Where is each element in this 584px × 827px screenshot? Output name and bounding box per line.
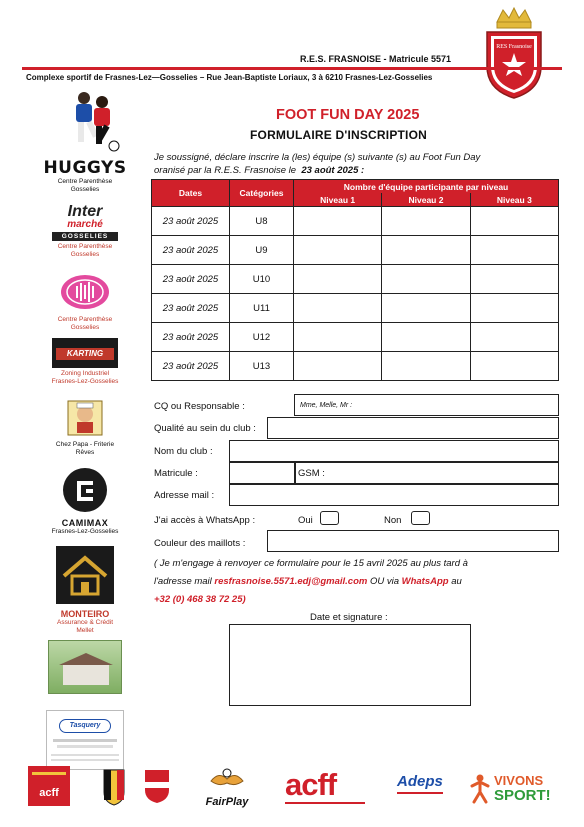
pink-sponsor-logo [59, 273, 111, 311]
club-name-label: Nom du club : [154, 446, 213, 457]
page-title: FOOT FUN DAY 2025 [276, 107, 420, 123]
col-header-level-1: Niveau 1 [294, 193, 382, 207]
karting-sponsor [30, 338, 140, 386]
level-1-cell[interactable] [294, 294, 382, 323]
intro-line-2 [154, 164, 564, 177]
monteiro-logo-text: MONTEIRO [60, 609, 110, 619]
camimax-logo [62, 467, 108, 513]
house-photo-image [48, 640, 122, 694]
row-date: 23 août 2025 [152, 323, 230, 352]
row-date: 23 août 2025 [152, 236, 230, 265]
fairplay-hands-icon [207, 767, 247, 791]
col-header-group: Nombre d'équipe participante par niveau [294, 180, 559, 194]
camimax-caption: Frasnes-Lez-Gosselies [51, 528, 119, 535]
tasquery-card [46, 710, 124, 770]
table-row [152, 323, 559, 352]
karting-caption-1: Zoning Industriel [60, 370, 110, 377]
fairplay-text: FairPlay [205, 796, 249, 808]
responsable-label: CQ ou Responsable : [154, 401, 245, 412]
signature-label: Date et signature : [310, 612, 388, 623]
couleur-field[interactable] [267, 530, 559, 552]
row-date: 23 août 2025 [152, 294, 230, 323]
huggys-sponsor [30, 158, 140, 194]
note-line-2-prefix: l'adresse mail [154, 576, 215, 587]
form-subtitle: FORMULAIRE D'INSCRIPTION [250, 128, 427, 142]
club-name-field[interactable] [229, 440, 559, 462]
qualite-label: Qualité au sein du club : [154, 423, 256, 434]
intermarche-caption-2: Gosselies [70, 251, 100, 258]
intro-line-1: Je soussigné, déclare inscrire la (les) équipe (s) suivante (s) au Foot Fun Day [154, 152, 481, 163]
row-category: U11 [230, 294, 294, 323]
note-line-3 [154, 594, 246, 605]
header-divider [22, 67, 562, 70]
tasquery-logo-text: Tasquery [59, 719, 111, 733]
row-category: U12 [230, 323, 294, 352]
karting-logo [52, 338, 118, 368]
intro-event-date: 23 août 2025 [301, 165, 359, 176]
football-players-image [30, 90, 140, 157]
chez-papa-caption-1: Chez Papa - Friterie [55, 441, 115, 448]
intermarche-logo-subtext: marché [67, 219, 103, 230]
whatsapp-link[interactable]: WhatsApp [401, 576, 449, 587]
row-date: 23 août 2025 [152, 265, 230, 294]
sport-text: SPORT! [494, 787, 551, 804]
row-category: U10 [230, 265, 294, 294]
couleur-label: Couleur des maillots : [154, 538, 246, 549]
chez-papa-logo [67, 400, 103, 436]
monteiro-logo [56, 546, 114, 604]
belgian-shield-icon [102, 768, 126, 806]
whatsapp-non-label: Non [384, 515, 402, 526]
club-name-header: R.E.S. FRASNOISE - Matricule 5571 [300, 54, 452, 64]
vivons-sport-logo [468, 772, 558, 808]
col-header-dates: Dates [152, 180, 230, 207]
adeps-logo [397, 773, 453, 803]
intermarche-caption-1: Centre Parenthèse [57, 243, 113, 250]
table-row [152, 236, 559, 265]
acff-logo [285, 767, 373, 806]
acff-small-text: acff [39, 787, 59, 799]
intermarche-sponsor [30, 204, 140, 259]
note-line-2-suffix: au [448, 576, 462, 587]
intro-text [154, 151, 564, 177]
level-1-cell[interactable] [294, 323, 382, 352]
camimax-sponsor [30, 467, 140, 536]
intermarche-band: GOSSELIES [52, 232, 118, 241]
karting-caption-2: Frasnes-Lez-Gosselies [51, 378, 119, 385]
chez-papa-sponsor [30, 400, 140, 457]
pink-sponsor [30, 273, 140, 332]
chez-papa-caption-2: Rêves [75, 449, 95, 456]
signature-box[interactable] [229, 624, 471, 706]
intro-line-2-suffix: : [358, 165, 365, 176]
acff-logo-text: acff [285, 767, 337, 802]
level-2-cell[interactable] [382, 294, 470, 323]
pink-sponsor-caption-1: Centre Parenthèse [57, 316, 113, 323]
adeps-logo-text: Adeps [397, 773, 443, 790]
huggys-caption-2: Gosselies [70, 186, 100, 193]
monteiro-caption-2: Mellet [76, 627, 94, 634]
level-1-cell[interactable] [294, 352, 382, 381]
level-2-cell[interactable] [382, 207, 470, 236]
row-date: 23 août 2025 [152, 352, 230, 381]
qualite-field[interactable] [267, 417, 559, 439]
col-header-categories: Catégories [230, 180, 294, 207]
note-line-2-mid: OU via [367, 576, 402, 587]
house-photo-sponsor [30, 640, 140, 694]
huggys-logo-text: HUGGYS [43, 158, 127, 178]
responsable-hint: Mme, Melle, Mr : [300, 402, 353, 409]
matricule-label: Matricule : [154, 468, 198, 479]
row-date: 23 août 2025 [152, 207, 230, 236]
tasquery-sponsor [30, 710, 140, 770]
vivons-text: VIVONS [494, 773, 544, 788]
col-header-level-2: Niveau 2 [382, 193, 470, 207]
level-3-cell[interactable] [470, 323, 558, 352]
level-2-cell[interactable] [382, 352, 470, 381]
whatsapp-non-checkbox[interactable] [411, 511, 430, 525]
monteiro-caption-1: Assurance & Crédit [57, 619, 113, 626]
whatsapp-label: J'ai accès à WhatsApp : [154, 515, 256, 526]
intermarche-logo-text: Inter [67, 203, 103, 220]
col-header-level-3: Niveau 3 [470, 193, 558, 207]
red-shield-icon [144, 768, 170, 804]
camimax-logo-text: CAMIMAX [61, 518, 109, 528]
matricule-field[interactable] [229, 462, 295, 484]
level-3-cell[interactable] [470, 265, 558, 294]
note-line-2 [154, 576, 462, 587]
level-2-cell[interactable] [382, 323, 470, 352]
row-category: U13 [230, 352, 294, 381]
contact-phone: +32 (0) 468 38 72 25) [154, 594, 246, 605]
level-2-cell[interactable] [382, 265, 470, 294]
huggys-caption-1: Centre Parenthèse [57, 178, 113, 185]
gsm-label: GSM : [298, 468, 325, 479]
acff-small-logo [28, 766, 70, 806]
club-crest-logo [483, 6, 545, 100]
gsm-field[interactable] [295, 462, 559, 484]
level-2-cell[interactable] [382, 236, 470, 265]
whatsapp-oui-label: Oui [298, 515, 313, 526]
row-category: U9 [230, 236, 294, 265]
note-line-1: ( Je m'engage à renvoyer ce formulaire pour le 15 avril 2025 au plus tard à [154, 558, 468, 569]
contact-email-link[interactable]: resfrasnoise.5571.edj@gmail.com [214, 576, 368, 587]
level-3-cell[interactable] [470, 207, 558, 236]
registration-table [151, 179, 559, 381]
whatsapp-oui-checkbox[interactable] [320, 511, 339, 525]
fairplay-logo [194, 767, 260, 807]
level-3-cell[interactable] [470, 236, 558, 265]
crest-text: RES Frasnoise [496, 44, 532, 50]
table-row [152, 294, 559, 323]
monteiro-sponsor [30, 546, 140, 635]
level-1-cell[interactable] [294, 207, 382, 236]
row-category: U8 [230, 207, 294, 236]
vivons-sport-figure-icon [468, 774, 490, 804]
level-1-cell[interactable] [294, 265, 382, 294]
email-field[interactable] [229, 484, 559, 506]
table-row [152, 352, 559, 381]
karting-logo-text: KARTING [56, 348, 114, 360]
table-row [152, 265, 559, 294]
email-label: Adresse mail : [154, 490, 215, 501]
level-3-cell[interactable] [470, 294, 558, 323]
pink-sponsor-caption-2: Gosselies [70, 324, 100, 331]
level-1-cell[interactable] [294, 236, 382, 265]
club-address: Complexe sportif de Frasnes-Lez—Gosselies – Rue Jean-Baptiste Loriaux, 3 à 6210 Frasnes-Lez-Gosselies [26, 73, 433, 82]
level-3-cell[interactable] [470, 352, 558, 381]
intro-line-2-prefix: oranisé par la R.E.S. Frasnoise le [154, 165, 297, 176]
table-row [152, 207, 559, 236]
